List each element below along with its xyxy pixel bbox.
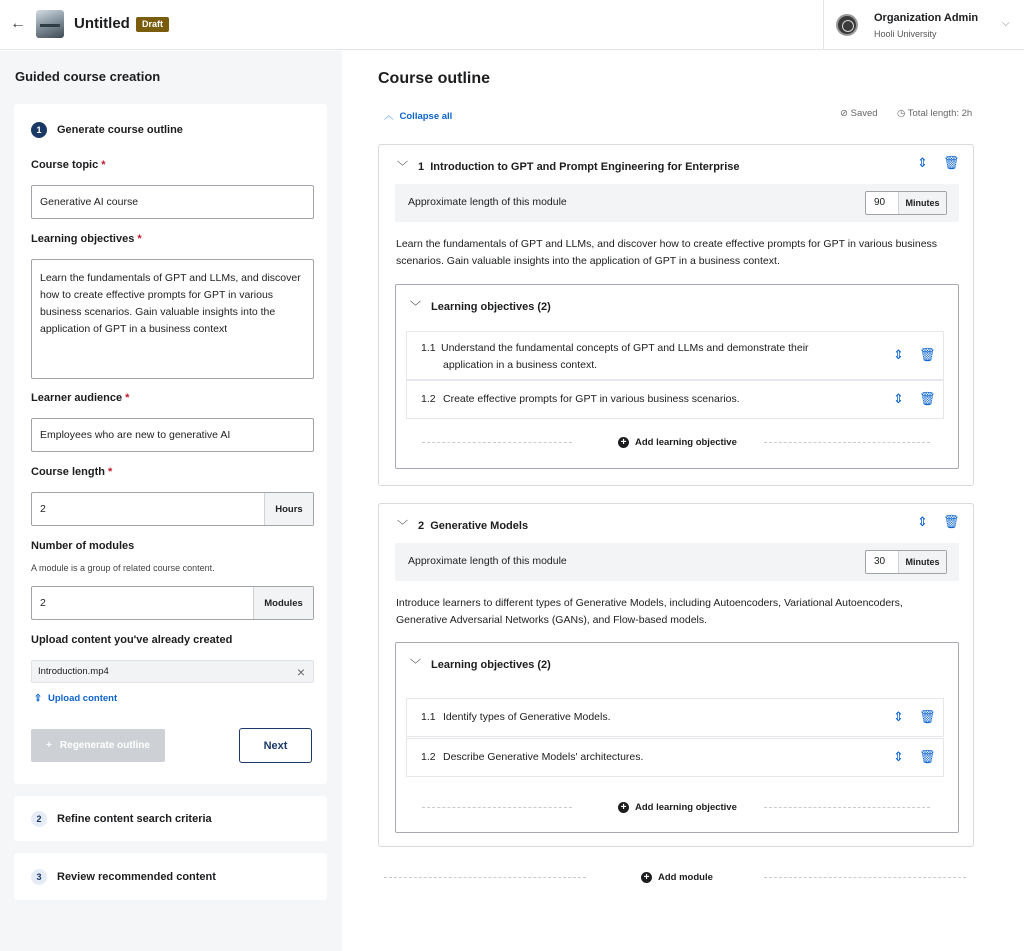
- learner-audience-input[interactable]: Employees who are new to generative AI: [31, 418, 314, 452]
- reorder-icon[interactable]: ⇕: [917, 514, 928, 529]
- module-length-row: [395, 184, 959, 222]
- learning-objective-item[interactable]: [406, 738, 944, 777]
- module-description[interactable]: Learn the fundamentals of GPT and LLMs, and discover how to create effective prompts for GPT in various business scenarios. Gain valuable insights into the application of GPT in a business context.: [396, 238, 938, 267]
- module-length-label: Approximate length of this module: [408, 555, 567, 567]
- add-learning-objective-button[interactable]: + Add learning objective: [618, 437, 737, 448]
- objective-number: 1.2: [421, 751, 436, 763]
- objective-text[interactable]: Identify types of Generative Models.: [443, 711, 611, 723]
- module-card-2: [378, 503, 974, 847]
- learner-audience-label: Learner audience *: [31, 392, 130, 404]
- chevron-down-icon[interactable]: ﹀: [397, 161, 408, 173]
- account-menu[interactable]: [823, 0, 1024, 50]
- module-length-input[interactable]: [865, 550, 947, 574]
- number-of-modules-label: Number of modules: [31, 540, 135, 552]
- step-1-number: 1: [31, 122, 47, 138]
- course-topic-input[interactable]: Generative AI course: [31, 185, 314, 219]
- divider: [764, 877, 966, 878]
- module-header-1[interactable]: ﹀ 1 Introduction to GPT and Prompt Engineering for Enterprise: [397, 161, 740, 173]
- learning-objectives-header[interactable]: ﹀ Learning objectives (2): [410, 301, 551, 313]
- file-name: Introduction.mp4: [38, 666, 109, 677]
- step-1-title: Generate course outline: [57, 124, 183, 136]
- module-card-1: [378, 144, 974, 486]
- uploaded-file: [31, 660, 314, 683]
- plus-icon: +: [618, 802, 629, 813]
- organization-logo-icon: [836, 14, 858, 36]
- account-name: Organization Admin: [874, 12, 979, 24]
- guided-heading: Guided course creation: [15, 69, 161, 84]
- clock-icon: ◷: [897, 108, 906, 119]
- upload-icon: ⇪: [34, 693, 42, 704]
- modules-hint: A module is a group of related course content.: [31, 563, 215, 573]
- reorder-icon[interactable]: ⇕: [893, 347, 904, 362]
- chevron-down-icon[interactable]: ﹀: [410, 301, 421, 313]
- module-header-2[interactable]: ﹀ 2 Generative Models: [397, 520, 529, 532]
- next-button[interactable]: Next: [239, 728, 312, 763]
- step-2-title[interactable]: Refine content search criteria: [57, 813, 212, 825]
- learning-objectives-label: Learning objectives *: [31, 233, 142, 245]
- learning-objective-item[interactable]: [406, 331, 944, 380]
- trash-icon[interactable]: 🗑: [919, 391, 936, 406]
- divider: [764, 807, 930, 808]
- reorder-icon[interactable]: ⇕: [893, 709, 904, 724]
- course-thumbnail[interactable]: [36, 10, 64, 38]
- reorder-icon[interactable]: ⇕: [917, 155, 928, 170]
- course-length-label: Course length *: [31, 466, 113, 478]
- upload-content-link[interactable]: ⇪ Upload content: [34, 693, 118, 704]
- learning-objectives-box: [395, 284, 959, 469]
- divider: [422, 807, 572, 808]
- check-circle-icon: ⊘: [840, 108, 848, 119]
- upload-content-label: Upload content you've already created: [31, 634, 233, 646]
- trash-icon[interactable]: 🗑: [943, 514, 960, 529]
- module-length-row: [395, 543, 959, 581]
- module-description[interactable]: Introduce learners to different types of Generative Models, including Autoencoders, Variational Autoencoders, Generative Adversarial Networks (GANs), and Flow-based models.: [396, 597, 903, 626]
- objective-text[interactable]: Describe Generative Models' architectures.: [443, 751, 644, 763]
- module-length-label: Approximate length of this module: [408, 196, 567, 208]
- divider: [422, 442, 572, 443]
- step-3-title[interactable]: Review recommended content: [57, 871, 216, 883]
- chevron-down-icon[interactable]: ⌵: [1002, 18, 1010, 29]
- hours-unit: Hours: [264, 493, 313, 525]
- learning-objectives-box: [395, 642, 959, 833]
- account-org: Hooli University: [874, 29, 937, 39]
- trash-icon[interactable]: 🗑: [919, 749, 936, 764]
- reorder-icon[interactable]: ⇕: [893, 391, 904, 406]
- objective-number: 1.1: [421, 342, 436, 354]
- learning-objectives-textarea[interactable]: Learn the fundamentals of GPT and LLMs, and discover how to create effective prompts for GPT in various business scenarios. Gain valuable insights into the application of GPT in a business context: [31, 259, 314, 379]
- objective-text[interactable]: Create effective prompts for GPT in various business scenarios.: [443, 393, 740, 405]
- module-length-input[interactable]: [865, 191, 947, 215]
- step-3-number: 3: [31, 869, 47, 885]
- draft-badge: Draft: [136, 17, 169, 32]
- module-length-value: 30: [874, 556, 886, 567]
- modules-count-input[interactable]: [31, 586, 314, 620]
- total-length: ◷ Total length: 2h: [897, 108, 973, 119]
- plus-icon: +: [641, 872, 652, 883]
- close-icon[interactable]: ×: [296, 664, 305, 680]
- modules-count-value: 2: [40, 597, 46, 609]
- objective-number: 1.2: [421, 393, 436, 405]
- chevron-down-icon[interactable]: ﹀: [410, 659, 421, 671]
- step-2-number: 2: [31, 811, 47, 827]
- add-learning-objective-button[interactable]: + Add learning objective: [618, 802, 737, 813]
- trash-icon[interactable]: 🗑: [943, 155, 960, 170]
- modules-unit: Modules: [253, 587, 313, 619]
- objective-text[interactable]: Understand the fundamental concepts of GPT and LLMs and demonstrate their application in a business context.: [441, 342, 809, 371]
- learning-objective-item[interactable]: [406, 380, 944, 419]
- trash-icon[interactable]: 🗑: [919, 709, 936, 724]
- collapse-all-button[interactable]: ︿ Collapse all: [384, 111, 453, 122]
- course-outline-title: Course outline: [378, 70, 491, 87]
- course-length-value: 2: [40, 503, 46, 515]
- reorder-icon[interactable]: ⇕: [893, 749, 904, 764]
- learning-objectives-header[interactable]: ﹀ Learning objectives (2): [410, 659, 551, 671]
- saved-status: ⊘ Saved: [840, 108, 878, 119]
- sparkle-icon: +: [46, 740, 52, 751]
- divider: [764, 442, 930, 443]
- module-length-value: 90: [874, 197, 886, 208]
- chevron-down-icon[interactable]: ﹀: [397, 520, 408, 532]
- chevron-up-icon: ︿: [384, 111, 394, 122]
- course-topic-label: Course topic *: [31, 159, 106, 171]
- back-arrow-icon[interactable]: ←: [10, 15, 26, 32]
- trash-icon[interactable]: 🗑: [919, 347, 936, 362]
- top-bar: [0, 0, 1024, 50]
- plus-icon: +: [618, 437, 629, 448]
- learning-objective-item[interactable]: [406, 698, 944, 737]
- divider: [384, 877, 586, 878]
- minutes-unit: Minutes: [898, 551, 946, 573]
- course-title[interactable]: Untitled: [74, 15, 130, 32]
- add-module-button[interactable]: + Add module: [641, 872, 713, 883]
- course-length-input[interactable]: [31, 492, 314, 526]
- minutes-unit: Minutes: [898, 192, 946, 214]
- objective-number: 1.1: [421, 711, 436, 723]
- regenerate-outline-button[interactable]: + Regenerate outline: [31, 729, 165, 762]
